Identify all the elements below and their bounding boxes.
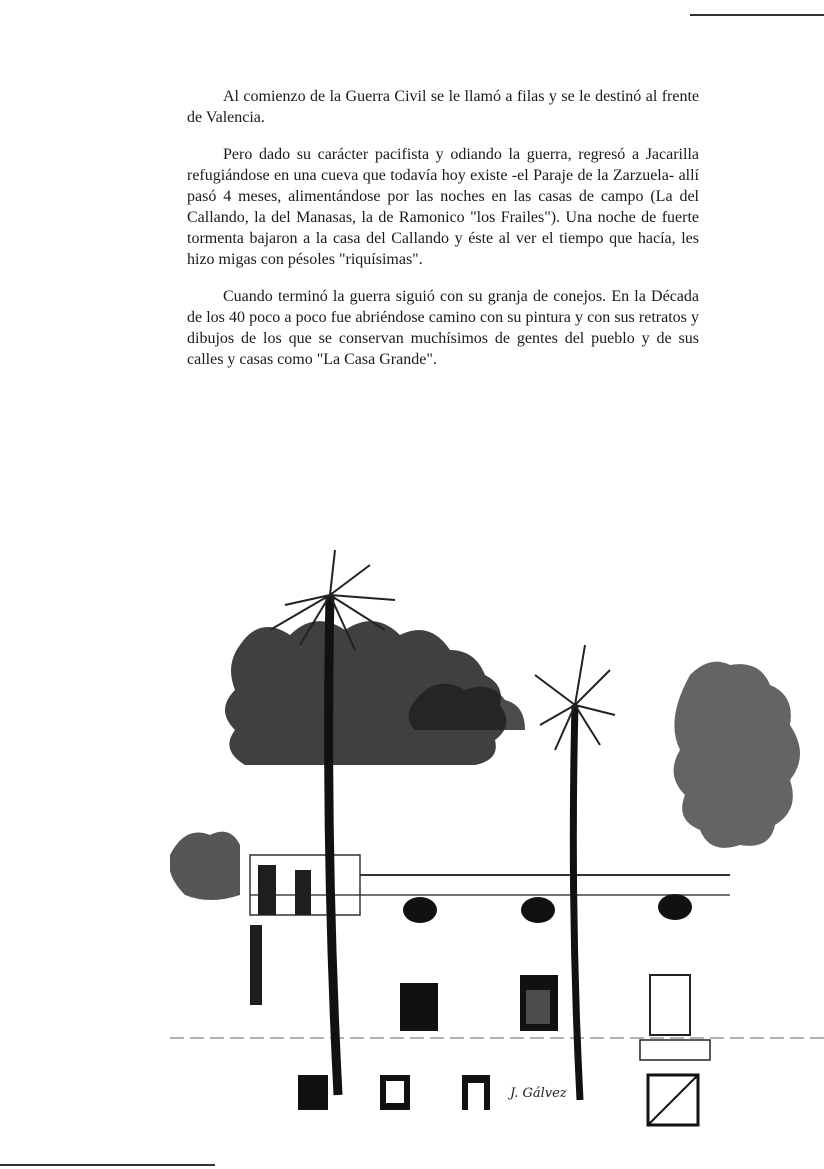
paragraph-2: Pero dado su carácter pacifista y odiando la guerra, regresó a Jacarilla refugiándose en una cueva que todavía hoy existe -el Paraje de la Zarzuela- allí pasó 4 meses, alimentándose por las noches en las casas de campo (La del Callando, la del Manasas, la de Ramonico "los Frailes"). Una noche de fuerte tormenta bajaron a la casa del Callando y éste al ver el tiempo que hacía, les hizo migas con pésoles "riquísimas". bbox=[187, 146, 699, 268]
left-post bbox=[250, 925, 262, 1005]
left-wing-window bbox=[258, 865, 276, 915]
ground-window-pane bbox=[386, 1081, 404, 1103]
house-drawing bbox=[170, 535, 824, 1135]
ground-window-pane bbox=[468, 1083, 484, 1110]
signature: J. Gálvez bbox=[510, 1086, 567, 1101]
balcony-window bbox=[400, 983, 438, 1031]
ground-window bbox=[298, 1075, 328, 1110]
balcony-window bbox=[650, 975, 690, 1035]
body-text bbox=[187, 86, 699, 386]
door-brace bbox=[648, 1075, 698, 1125]
paragraph-1: Al comienzo de la Guerra Civil se le llamó a filas y se le destinó al frente de Valencia. bbox=[187, 88, 699, 126]
background-trees bbox=[170, 621, 525, 900]
bottom-rule bbox=[0, 1164, 215, 1166]
paragraph-3: Cuando terminó la guerra siguió con su granja de conejos. En la Década de los 40 poco a poco fue abriéndose camino con su pintura y con sus retratos y dibujos de los que se conservan muchísimos de gentes del pueblo y de sus calles y casas como "La Casa Grande". bbox=[187, 288, 699, 368]
left-wing-window bbox=[295, 870, 311, 915]
balcony-pane bbox=[526, 990, 550, 1024]
house-drawing-svg bbox=[170, 535, 824, 1135]
balcony-railing bbox=[640, 1040, 710, 1060]
right-tree bbox=[674, 662, 800, 848]
right-palm bbox=[535, 645, 615, 1100]
top-rule bbox=[690, 14, 824, 16]
oval-window bbox=[658, 894, 692, 920]
oval-window bbox=[403, 897, 437, 923]
oval-window bbox=[521, 897, 555, 923]
